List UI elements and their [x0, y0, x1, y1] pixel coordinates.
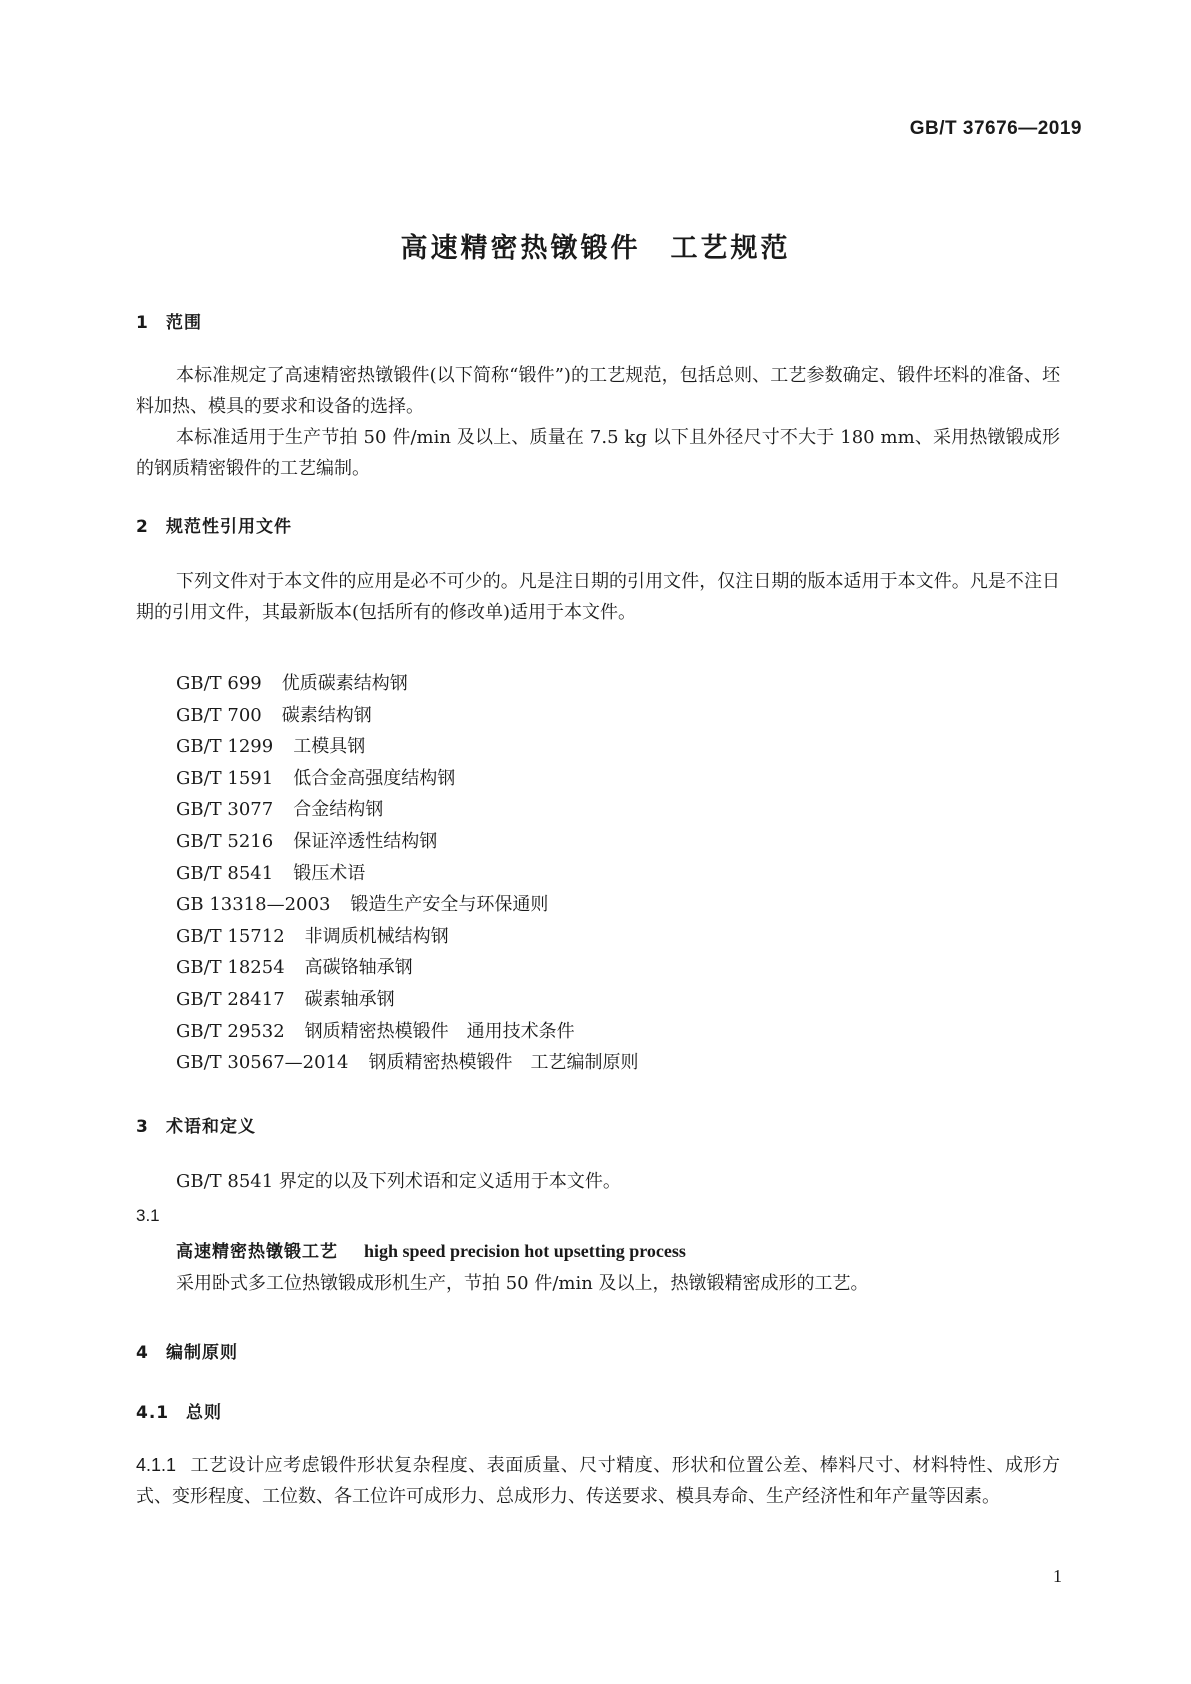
reference-item: [176, 763, 638, 795]
scope-paragraph-2: 本标准适用于生产节拍 50 件/min 及以上、质量在 7.5 kg 以下且外径尺寸不大于 180 mm、采用热镦锻成形的钢质精密锻件的工艺编制。: [136, 427, 1060, 479]
section-number: 3: [136, 1117, 149, 1137]
term-number: 3.1: [136, 1206, 160, 1225]
reference-item: [176, 826, 638, 858]
reference-code: GB/T 700: [176, 704, 262, 726]
section-title: 编制原则: [166, 1343, 238, 1363]
clause-text: 工艺设计应考虑锻件形状复杂程度、表面质量、尺寸精度、形状和位置公差、棒料尺寸、材料特性、成形方式、变形程度、工位数、各工位许可成形力、总成形力、传送要求、模具寿命、生产经济性和年产量等因素。: [136, 1455, 1060, 1507]
section-number: 4: [136, 1343, 149, 1363]
term-entry: [176, 1236, 686, 1268]
title-sub: 工艺规范: [670, 233, 791, 264]
reference-item: [176, 668, 638, 700]
reference-code: GB/T 699: [176, 673, 262, 694]
reference-title: 碳素结构钢: [281, 704, 372, 726]
reference-title: 锻造生产安全与环保通则: [350, 894, 549, 916]
clause-number: 4.1.1: [136, 1455, 177, 1475]
section-2-heading: [136, 512, 292, 537]
term-chinese: 高速精密热镦锻工艺: [176, 1242, 338, 1262]
reference-item: [176, 952, 638, 984]
reference-title: 低合金高强度结构钢: [293, 767, 456, 789]
reference-title: 非调质机械结构钢: [304, 925, 449, 947]
section-title: 范围: [166, 313, 202, 333]
section-3-heading: [136, 1112, 256, 1137]
reference-item: [176, 1047, 638, 1079]
reference-code: GB 13318—2003: [176, 894, 331, 916]
title-main: 高速精密热镦锻件: [400, 233, 641, 264]
reference-item: [176, 1016, 638, 1048]
reference-code: GB/T 29532: [176, 1020, 285, 1042]
reference-title: 钢质精密热模锻件 通用技术条件: [304, 1020, 575, 1042]
subsection-number: 4.1: [136, 1403, 170, 1423]
subsection-title: 总则: [186, 1403, 222, 1423]
reference-item: [176, 889, 638, 921]
reference-title: 高碳铬轴承钢: [304, 957, 413, 979]
reference-title: 钢质精密热模锻件 工艺编制原则: [368, 1052, 639, 1074]
reference-title: 优质碳素结构钢: [281, 673, 408, 694]
section-title: 规范性引用文件: [166, 517, 292, 537]
reference-title: 合金结构钢: [293, 799, 384, 821]
page-number: 1: [1053, 1566, 1062, 1586]
reference-code: GB/T 8541: [176, 862, 274, 884]
reference-code: GB/T 3077: [176, 799, 274, 821]
terms-intro: GB/T 8541 界定的以及下列术语和定义适用于本文件。: [176, 1171, 621, 1192]
reference-item: [176, 921, 638, 953]
clause-4-1-1: [136, 1450, 1060, 1512]
reference-code: GB/T 30567—2014: [176, 1052, 349, 1074]
reference-item: [176, 794, 638, 826]
reference-code: GB/T 18254: [176, 957, 285, 979]
reference-item: [176, 700, 638, 732]
term-definition: 采用卧式多工位热镦锻成形机生产，节拍 50 件/min 及以上，热镦锻精密成形的工艺。: [176, 1273, 869, 1294]
normative-references-intro: 下列文件对于本文件的应用是必不可少的。凡是注日期的引用文件，仅注日期的版本适用于本文件。凡是不注日期的引用文件，其最新版本(包括所有的修改单)适用于本文件。: [136, 571, 1060, 623]
document-title: [0, 226, 1191, 265]
standard-code: GB/T 37676—2019: [909, 118, 1082, 139]
reference-title: 碳素轴承钢: [304, 988, 395, 1010]
reference-title: 保证淬透性结构钢: [293, 830, 438, 852]
reference-code: GB/T 5216: [176, 830, 274, 852]
section-title: 术语和定义: [166, 1117, 256, 1137]
reference-item: [176, 858, 638, 890]
reference-list: [176, 668, 638, 1079]
reference-item: [176, 984, 638, 1016]
section-number: 2: [136, 517, 149, 537]
scope-paragraph-1: 本标准规定了高速精密热镦锻件(以下简称“锻件”)的工艺规范，包括总则、工艺参数确定、锻件坯料的准备、坯料加热、模具的要求和设备的选择。: [136, 365, 1060, 417]
reference-code: GB/T 28417: [176, 988, 285, 1010]
section-1-heading: [136, 308, 202, 333]
reference-title: 工模具钢: [293, 736, 366, 758]
reference-item: [176, 731, 638, 763]
reference-title: 锻压术语: [293, 862, 366, 884]
reference-code: GB/T 15712: [176, 925, 285, 947]
section-4-heading: [136, 1338, 238, 1363]
subsection-4-1-heading: [136, 1398, 222, 1423]
section-number: 1: [136, 313, 149, 333]
reference-code: GB/T 1591: [176, 767, 274, 789]
term-english: high speed precision hot upsetting process: [364, 1241, 686, 1261]
reference-code: GB/T 1299: [176, 736, 274, 758]
